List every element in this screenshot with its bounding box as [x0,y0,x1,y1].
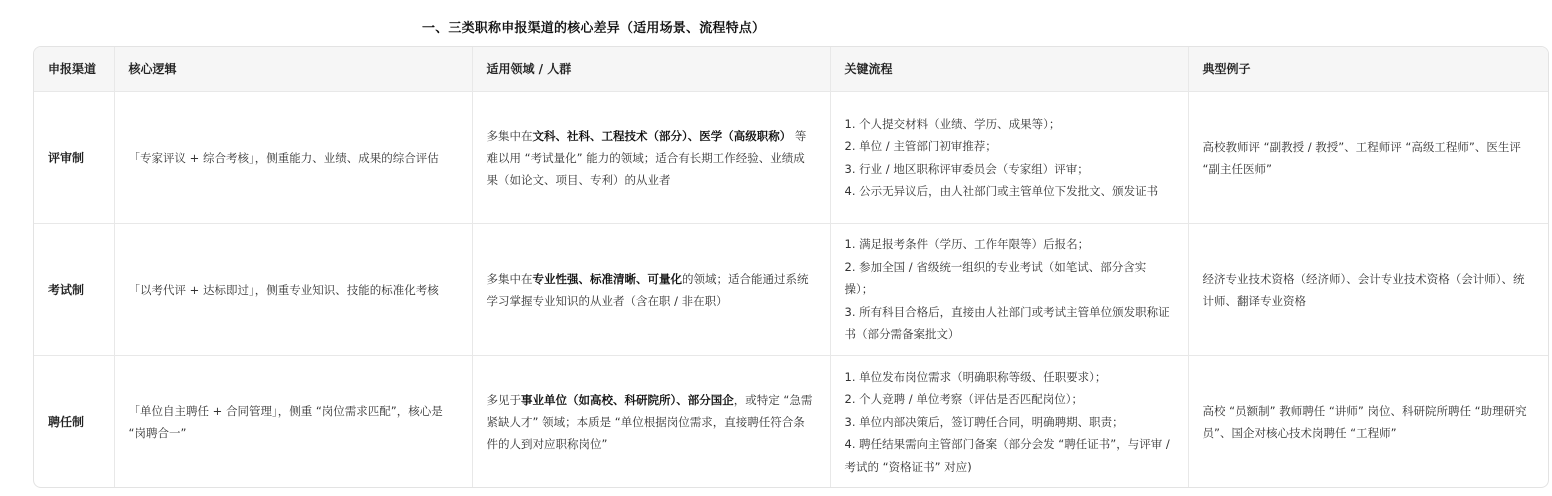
table-row [34,356,1548,489]
process-step: 4. 公示无异议后，由人社部门或主管单位下发批文、颁发证书 [844,184,1159,198]
process-step: 3. 所有科目合格后，直接由人社部门或考试主管单位颁发职称证书（部分需备案批文） [844,304,1170,342]
channel-cell: 评审制 [34,92,114,224]
scope-cell [472,224,830,356]
scope-text: 等难以用 “考试量化” 能力的领域；适合有长期工作经验、业绩成果（如论文、项目、专利）的从业者 [486,128,807,187]
example-cell: 经济专业技术资格（经济师）、会计专业技术资格（会计师）、统计师、翻译专业资格 [1188,224,1548,356]
header-example: 典型例子 [1188,47,1548,92]
channel-cell: 聘任制 [34,356,114,489]
scope-highlight: 事业单位（如高校、科研院所）、部分国企 [521,393,734,407]
process-cell [830,92,1188,224]
process-cell [830,224,1188,356]
example-cell: 高校 “员额制” 教师聘任 “讲师” 岗位、科研院所聘任 “助理研究员”、国企对核心技术岗聘任 “工程师” [1202,404,1527,440]
process-step: 2. 个人竞聘 / 单位考察（评估是否匹配岗位）； [844,392,1084,407]
scope-highlight: 文科、社科、工程技术（部分）、医学（高级职称） [532,128,792,143]
logic-cell: 「单位自主聘任 + 合同管理」，侧重 “岗位需求匹配”，核心是 “岗聘合一” [114,356,472,489]
table-header-row [34,47,1548,92]
header-channel: 申报渠道 [34,47,114,92]
header-logic: 核心逻辑 [114,47,472,92]
process-step: 2. 参加全国 / 省级统一组织的专业考试（如笔试、部分含实操）； [844,259,1147,297]
comparison-table-container [33,46,1549,488]
process-step: 4. 聘任结果需向主管部门备案（部分会发 “聘任证书”，与评审 / 考试的 “资格证书” 对应) [844,437,1170,474]
scope-text: 多集中在 [486,128,533,143]
process-step: 1. 个人提交材料（业绩、学历、成果等）； [844,116,1061,131]
logic-cell: 「以考代评 + 达标即过」，侧重专业知识、技能的标准化考核 [114,224,472,356]
table-row [34,92,1548,224]
scope-text: ，或特定 “急需紧缺人才” 领域；本质是 “单位根据岗位需求，直接聘任符合条件的人到对应职称岗位” [486,393,813,451]
channel-cell: 考试制 [34,224,114,356]
scope-text: 多集中在 [486,271,533,286]
process-step: 2. 单位 / 主管部门初审推荐； [844,139,997,153]
process-step: 3. 单位内部决策后，签订聘任合同，明确聘期、职责； [844,414,1124,429]
header-scope: 适用领域 / 人群 [472,47,830,92]
process-cell [830,356,1188,489]
logic-cell: 「专家评议 + 综合考核」，侧重能力、业绩、成果的综合评估 [114,92,472,224]
example-cell: 高校教师评 “副教授 / 教授”、工程师评 “高级工程师”、医生评 “副主任医师” [1188,92,1548,224]
header-process: 关键流程 [830,47,1188,92]
process-step: 1. 满足报考条件（学历、工作年限等）后报名； [844,237,1090,252]
scope-text: 的领域；适合能通过系统学习掌握专业知识的从业者（含在职 / 非在职） [486,271,809,308]
comparison-table [34,47,1548,488]
scope-cell [472,356,830,489]
page-title: 一、三类职称申报渠道的核心差异（适用场景、流程特点） [422,21,766,36]
scope-cell [472,92,830,224]
process-step: 1. 单位发布岗位需求（明确职称等级、任职要求）； [844,369,1107,384]
scope-highlight: 专业性强、标准清晰、可量化 [532,271,682,286]
scope-text: 多见于 [486,393,521,407]
table-row [34,224,1548,356]
process-step: 3. 行业 / 地区职称评审委员会（专家组）评审； [844,161,1089,176]
